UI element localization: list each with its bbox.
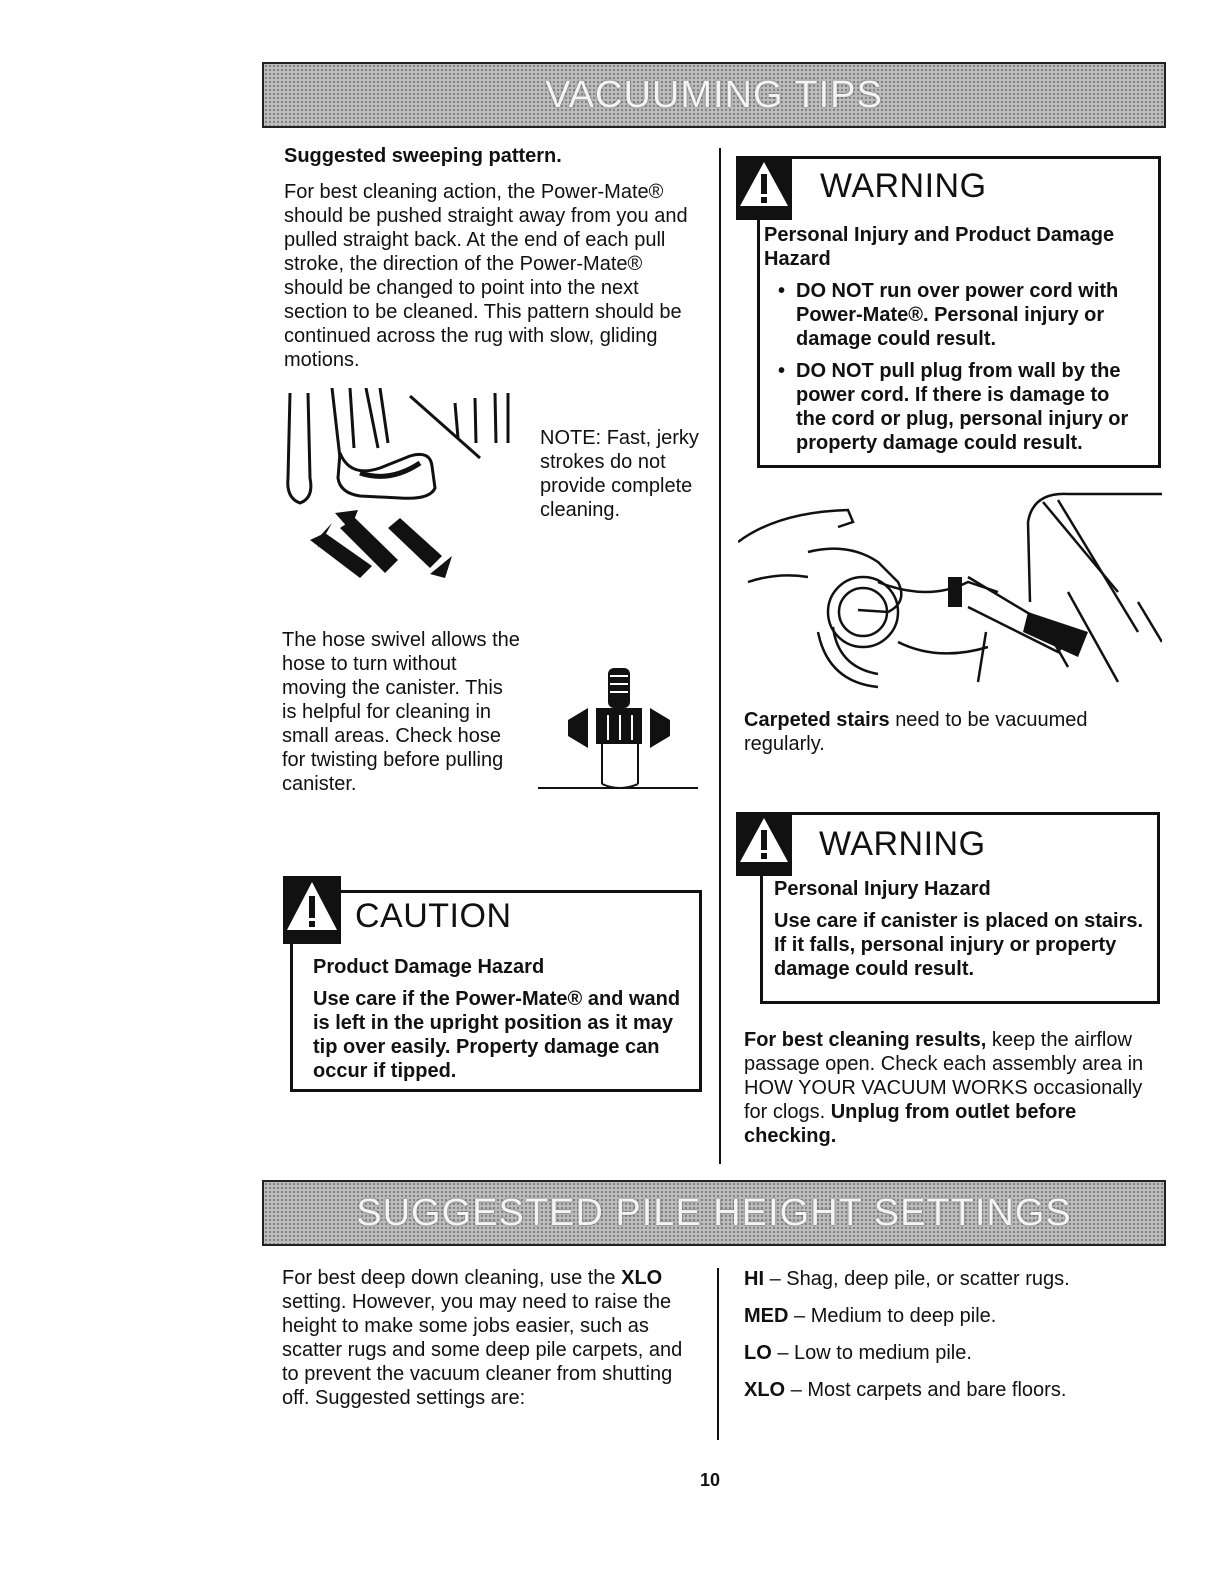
- vacuuming-tips-banner: [262, 62, 1166, 128]
- setting-code: HI: [744, 1268, 764, 1290]
- section-title: SUGGESTED PILE HEIGHT SETTINGS: [356, 1191, 1072, 1234]
- warning-tab: [736, 812, 792, 876]
- stairs-text: need to be vacuumed regularly.: [744, 709, 1088, 755]
- warning2-subtitle: Personal Injury Hazard: [774, 878, 991, 900]
- power-mate-sweep-illustration: [280, 388, 520, 588]
- caution-box: [290, 890, 702, 1092]
- column-divider: [719, 148, 721, 1164]
- sweeping-note: [540, 426, 710, 522]
- warning-triangle-icon: [736, 156, 792, 212]
- pile-intro-paragraph: [282, 1266, 692, 1410]
- sweeping-heading: Suggested sweeping pattern.: [284, 145, 562, 167]
- pile-intro-b: setting. However, you may need to raise the height to make some jobs easier, such as scatter rugs and some deep pile carpets, and to prevent the vacuum cleaner from shutting off. Suggested settings are:: [282, 1291, 683, 1409]
- warning-triangle-icon: [736, 812, 792, 868]
- setting-item: [744, 1305, 1160, 1328]
- caution-title: CAUTION: [355, 897, 512, 935]
- note-text: Fast, jerky strokes do not provide complete cleaning.: [540, 427, 699, 521]
- note-label: NOTE:: [540, 427, 602, 449]
- setting-code: XLO: [744, 1379, 786, 1401]
- airflow-bold-1: For best cleaning results,: [744, 1029, 987, 1051]
- setting-desc: – Most carpets and bare floors.: [790, 1379, 1067, 1401]
- warning2-text: Use care if canister is placed on stairs. If it falls, personal injury or property damage could result.: [774, 910, 1144, 980]
- warning2-title: WARNING: [819, 825, 986, 863]
- page-number: 10: [700, 1470, 721, 1490]
- pile-intro-bold: XLO: [621, 1267, 663, 1289]
- stairs-paragraph: [744, 708, 1160, 756]
- section-title: VACUUMING TIPS: [545, 73, 883, 116]
- setting-code: MED: [744, 1305, 789, 1327]
- warning-box-1: [757, 156, 1161, 468]
- warning-tab: [736, 156, 792, 220]
- airflow-text: keep the airflow passage open. Check each assembly area in HOW YOUR VACUUM WORKS occasionally for clogs.: [744, 1029, 1144, 1123]
- setting-item: [744, 1342, 1160, 1365]
- carpeted-stairs-illustration: [738, 482, 1162, 690]
- warning1-title: WARNING: [820, 167, 987, 205]
- column-divider: [717, 1268, 719, 1440]
- warning-triangle-icon: [283, 876, 341, 936]
- warning1-bullets: [774, 279, 1144, 463]
- stairs-bold: Carpeted stairs: [744, 709, 890, 731]
- hose-swivel-illustration: [538, 660, 698, 792]
- warning1-subtitle: Personal Injury and Product Damage Hazard: [764, 224, 1115, 270]
- caution-tab: [283, 876, 341, 944]
- setting-desc: – Low to medium pile.: [777, 1342, 972, 1364]
- warning1-bullet: • DO NOT run over power cord with Power-Mate®. Personal injury or damage could result.: [796, 279, 1144, 351]
- hose-swivel-paragraph: The hose swivel allows the hose to turn without moving the canister. This is helpful for cleaning in small areas. Check hose for twisting before pulling canister.: [282, 629, 520, 795]
- setting-desc: – Medium to deep pile.: [794, 1305, 997, 1327]
- setting-item: [744, 1268, 1160, 1291]
- pile-height-banner: [262, 1180, 1166, 1246]
- airflow-paragraph: [744, 1028, 1160, 1148]
- caution-text: Use care if the Power-Mate® and wand is left in the upright position as it may tip over easily. Property damage can occur if tipped.: [313, 988, 681, 1082]
- setting-code: LO: [744, 1342, 772, 1364]
- caution-subtitle: Product Damage Hazard: [313, 956, 545, 978]
- sweeping-paragraph: For best cleaning action, the Power-Mate® should be pushed straight away from you and pulled straight back. At the end of each pull stroke, the direction of the Power-Mate® should be changed to point into the next section to be cleaned. This pattern should be continued across the rug with slow, gliding motions.: [284, 181, 688, 371]
- setting-desc: – Shag, deep pile, or scatter rugs.: [769, 1268, 1070, 1290]
- setting-item: [744, 1379, 1160, 1402]
- warning-box-2: [760, 812, 1160, 1004]
- pile-settings-list: [744, 1268, 1160, 1416]
- airflow-bold-2: Unplug from outlet before checking.: [744, 1101, 1077, 1147]
- pile-intro-a: For best deep down cleaning, use the: [282, 1267, 616, 1289]
- warning1-bullet: • DO NOT pull plug from wall by the power cord. If there is damage to the cord or plug, personal injury or property damage could result.: [796, 359, 1144, 455]
